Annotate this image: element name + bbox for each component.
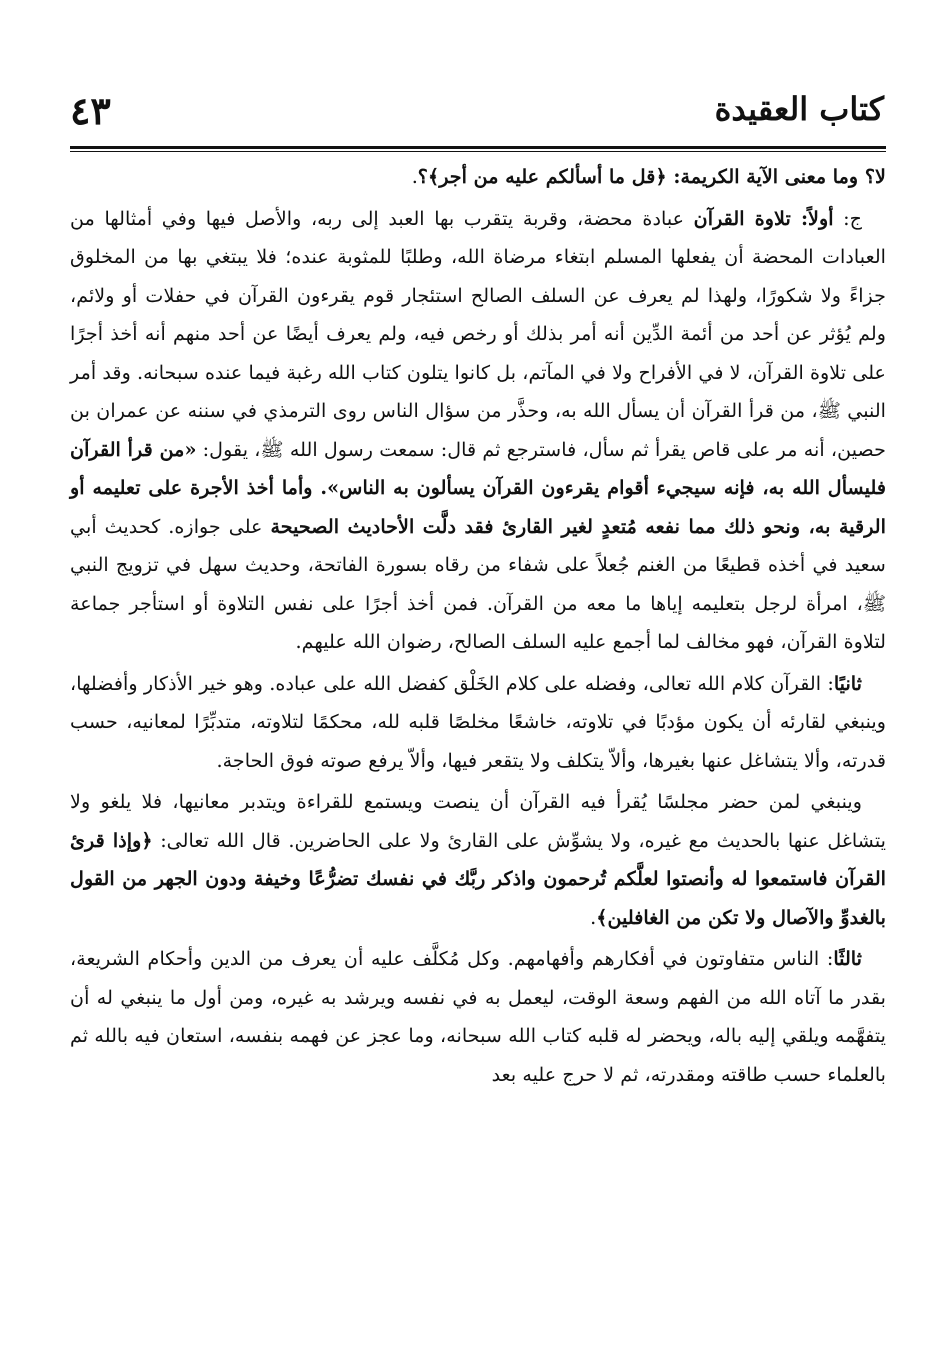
paragraph <box>70 200 886 662</box>
text-segment: : القرآن كلام الله تعالى، وفضله على كلام الخَلْق كفضل الله على عباده. وهو خير الأذكار وأفضلها، وينبغي لقارئه أن يكون مؤدبًا في تلاوته، خاشعًا مخلصًا قلبه لله، محكمًا لتلاوته، متدبِّرًا لمعانيه، حسب قدرته، وألا يتشاغل عنها بغيرها، وألاّ يتكلف ولا يتقعر فيها، وألاّ يرفع صوته فوق الحاجة. <box>70 671 886 772</box>
page-number: ٤٣ <box>70 88 111 133</box>
text-segment: على جوازه. كحديث أبي سعيد في أخذه قطيعًا من الغنم جُعلاً على شفاء من رقاه بسورة الفاتحة، وحديث سهل في تزويج النبي ﷺ، امرأة لرجل بتعليمه إياها ما معه من القرآن. فمن أخذ أجرًا على نفس التلاوة أو استأجر جماعة لتلاوة القرآن، فهو مخالف لما أجمع عليه السلف الصالح، رضوان الله عليهم. <box>70 514 886 653</box>
paragraph <box>70 158 886 197</box>
text-segment: وينبغي لمن حضر مجلسًا يُقرأ فيه القرآن أن ينصت ويستمع للقراءة ويتدبر معانيها، فلا يلغو ولا يتشاغل عنها بالحديث مع غيره، ولا يشوِّش على القارئ ولا على الحاضرين. قال الله تعالى: <box>70 790 886 852</box>
body-text <box>70 158 886 1094</box>
text-segment: . <box>590 905 597 929</box>
bold-text-segment: ثانيًا <box>833 671 862 695</box>
bold-text-segment: ثالثًا <box>833 947 862 970</box>
page <box>70 84 886 1340</box>
bold-text-segment: «من قرأ القرآن فليسأل الله به، فإنه سيجيء أقوام يقرءون القرآن يسألون به الناس». وأما أخذ الأجرة على تعليمه أو الرقية به، ونحو ذلك مما نفعه مُتعدٍ لغير القارئ فقد دلَّت الأحاديث الصحيحة <box>70 437 886 538</box>
bold-text-segment: ﴿وإذا قرئ القرآن فاستمعوا له وأنصتوا لعلَّكم تُرحمون واذكر ربَّك في نفسك تضرُّعًا وخيفة ودون الجهر من القول بالغدوِّ والآصال ولا تكن من الغافلين﴾ <box>70 828 886 929</box>
paragraph <box>70 940 886 1094</box>
paragraph <box>70 665 886 781</box>
bold-text-segment: أولاً: تلاوة القرآن <box>693 206 834 230</box>
paragraph <box>70 783 886 937</box>
text-segment: ج: <box>833 206 862 230</box>
book-title: كتاب العقيدة <box>714 90 884 128</box>
bold-text-segment: لا؟ وما معنى الآية الكريمة: ﴿قل ما أسألكم عليه من أجر﴾؟ <box>417 165 886 188</box>
text-segment: عبادة محضة، وقربة يتقرب بها العبد إلى ربه، والأصل فيها وفي أمثالها من العبادات المحضة أن يفعلها المسلم ابتغاء مرضاة الله، وطلبًا للمثوبة عنده؛ فلا يبتغي بها من المخلوق جزاءً ولا شكورًا، ولهذا لم يعرف عن السلف الصالح استئجار قوم يقرءون القرآن في حفلات أو ولائم، ولم يُؤثر عن أحد من أئمة الدِّين أنه أمر بذلك أو رخص فيه، ولم يعرف أيضًا عن أحد منهم أنه أخذ أجرًا على تلاوة القرآن، لا في الأفراح ولا في المآتم، بل كانوا يتلون كتاب الله رغبة فيما عنده سبحانه. وقد أمر النبي ﷺ، من قرأ القرآن أن يسأل الله به، وحذَّر من سؤال الناس روى الترمذي في سننه عن عمران بن حصين، أنه مر على قاص يقرأ ثم سأل، فاسترجع ثم قال: سمعت رسول الله ﷺ، يقول: <box>70 206 887 461</box>
text-segment: . <box>411 165 418 188</box>
page-header <box>70 84 886 149</box>
header-rule <box>70 151 886 152</box>
text-segment: : الناس متفاوتون في أفكارهم وأفهامهم. وكل مُكلَّف عليه أن يعرف من الدين وأحكام الشريعة، بقدر ما آتاه الله من الفهم وسعة الوقت، ليعمل به في نفسه ويرشد به غيره، ومن أول ما ينبغي له أن يتفهَّمه ويلقي إليه باله، ويحضر له قلبه كتاب الله سبحانه، وما عجز عن فهمه بنفسه، استعان فيه بالله ثم بالعلماء حسب طاقته ومقدرته، ثم لا حرج عليه بعد <box>70 947 886 1086</box>
